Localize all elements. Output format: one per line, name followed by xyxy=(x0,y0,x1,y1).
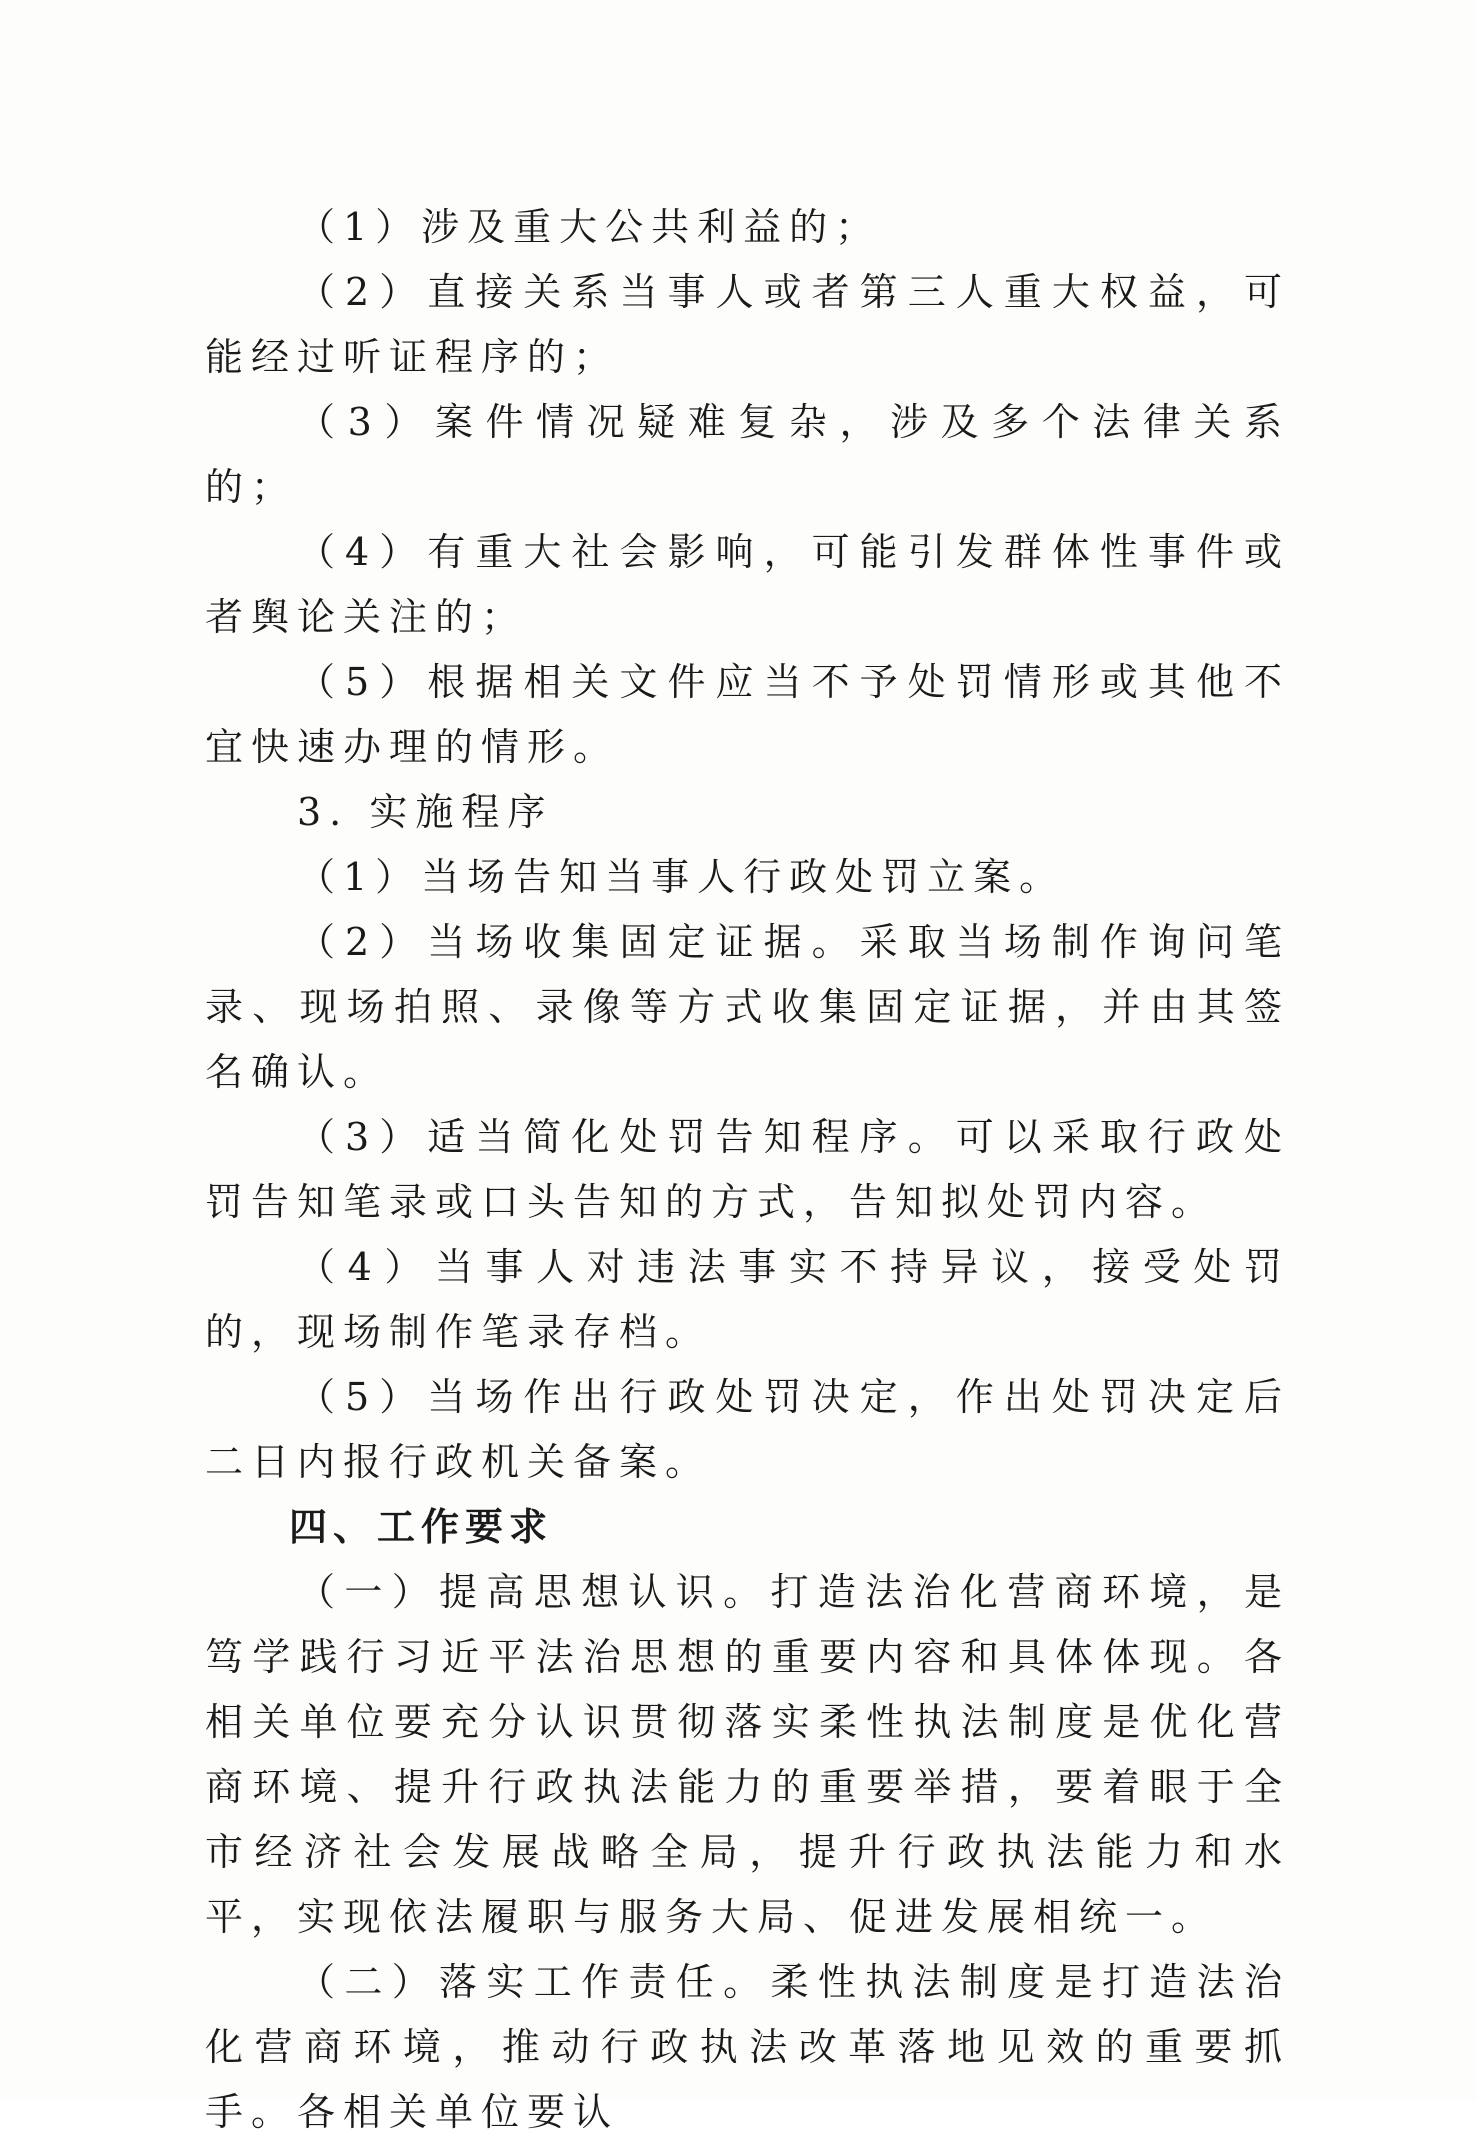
subheading-implementation: 3. 实施程序 xyxy=(297,790,554,834)
section-paragraph-1: （一）提高思想认识。打造法治化营商环境，是笃学践行习近平法治思想的重要内容和具体体现。各相关单位要充分认识贯彻落实柔性执法制度是优化营商环境、提升行政执法能力的重要举措，要着眼于全市经济社会发展战略全局，提升行政执法能力和水平，实现依法履职与服务大局、促进发展相统一。 xyxy=(205,1570,1290,1939)
paragraph-10: （5）当场作出行政处罚决定，作出处罚决定后二日内报行政机关备案。 xyxy=(205,1375,1290,1484)
document-body xyxy=(205,195,1290,2145)
paragraph-4: （4）有重大社会影响，可能引发群体性事件或者舆论关注的； xyxy=(205,530,1290,639)
paragraph-5: （5）根据相关文件应当不予处罚情形或其他不宜快速办理的情形。 xyxy=(205,660,1290,769)
paragraph-8: （3）适当简化处罚告知程序。可以采取行政处罚告知笔录或口头告知的方式，告知拟处罚内容。 xyxy=(205,1115,1290,1224)
paragraph-2: （2）直接关系当事人或者第三人重大权益，可能经过听证程序的； xyxy=(205,270,1290,379)
paragraph-3: （3）案件情况疑难复杂，涉及多个法律关系的； xyxy=(205,400,1290,509)
paragraph-1: （1）涉及重大公共利益的； xyxy=(297,205,882,249)
paragraph-7: （2）当场收集固定证据。采取当场制作询问笔录、现场拍照、录像等方式收集固定证据，并由其签名确认。 xyxy=(205,920,1290,1094)
section-heading: 四、工作要求 xyxy=(289,1505,554,1549)
section-paragraph-2: （二）落实工作责任。柔性执法制度是打造法治化营商环境，推动行政执法改革落地见效的重要抓手。各相关单位要认 xyxy=(205,1960,1290,2134)
paragraph-6: （1）当场告知当事人行政处罚立案。 xyxy=(297,855,1066,899)
paragraph-9: （4）当事人对违法事实不持异议，接受处罚的，现场制作笔录存档。 xyxy=(205,1245,1290,1354)
